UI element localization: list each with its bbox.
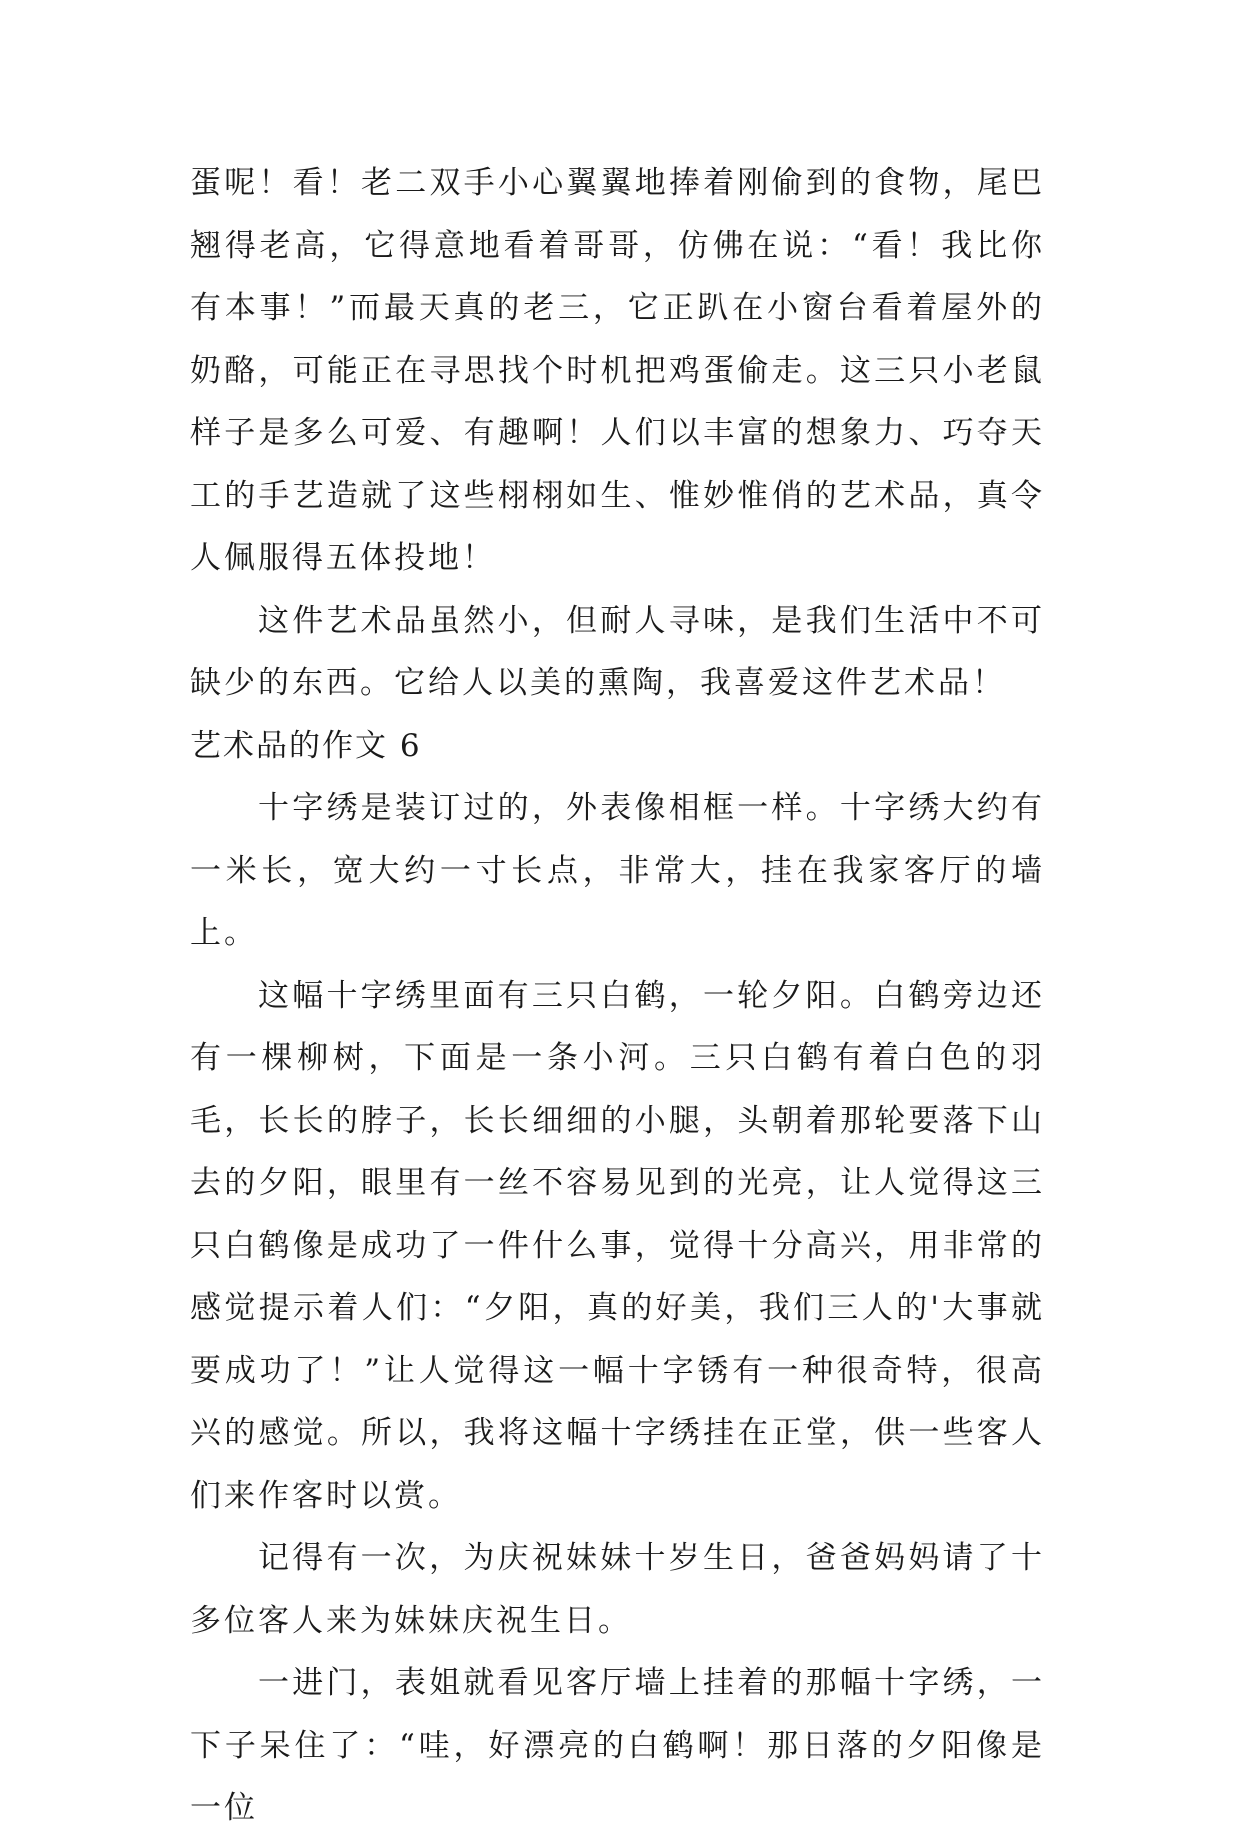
paragraph-6: 一进门，表姐就看见客厅墙上挂着的那幅十字绣，一下子呆住了：“哇，好漂亮的白鹤啊！那日落的夕阳像是一位 <box>190 1665 1045 1826</box>
document-body <box>190 152 1045 1840</box>
section-heading: 艺术品的作文 6 <box>190 727 422 764</box>
paragraph-5: 记得有一次，为庆祝妹妹十岁生日，爸爸妈妈请了十多位客人来为妹妹庆祝生日。 <box>190 1540 1045 1639</box>
paragraph-4: 这幅十字绣里面有三只白鹤，一轮夕阳。白鹤旁边还有一棵柳树，下面是一条小河。三只白鹤有着白色的羽毛，长长的脖子，长长细细的小腿，头朝着那轮要落下山去的夕阳，眼里有一丝不容易见到的光亮，让人觉得这三只白鹤像是成功了一件什么事，觉得十分高兴，用非常的感觉提示着人们：“夕阳，真的好美，我们三人的'大事就要成功了！”让人觉得这一幅十字锈有一种很奇特，很高兴的感觉。所以，我将这幅十字绣挂在正堂，供一些客人们来作客时以赏。 <box>190 977 1045 1514</box>
paragraph-2: 这件艺术品虽然小，但耐人寻味，是我们生活中不可缺少的东西。它给人以美的熏陶，我喜爱这件艺术品！ <box>190 602 1045 701</box>
paragraph-3: 十字绣是装订过的，外表像相框一样。十字绣大约有一米长，宽大约一寸长点，非常大，挂在我家客厅的墙上。 <box>190 790 1045 951</box>
paragraph-1: 蛋呢！看！老二双手小心翼翼地捧着刚偷到的食物，尾巴翘得老高，它得意地看着哥哥，仿佛在说：“看！我比你有本事！”而最天真的老三，它正趴在小窗台看着屋外的奶酪，可能正在寻思找个时机把鸡蛋偷走。这三只小老鼠样子是多么可爱、有趣啊！人们以丰富的想象力、巧夺天工的手艺造就了这些栩栩如生、惟妙惟俏的艺术品，真令人佩服得五体投地！ <box>190 165 1045 576</box>
